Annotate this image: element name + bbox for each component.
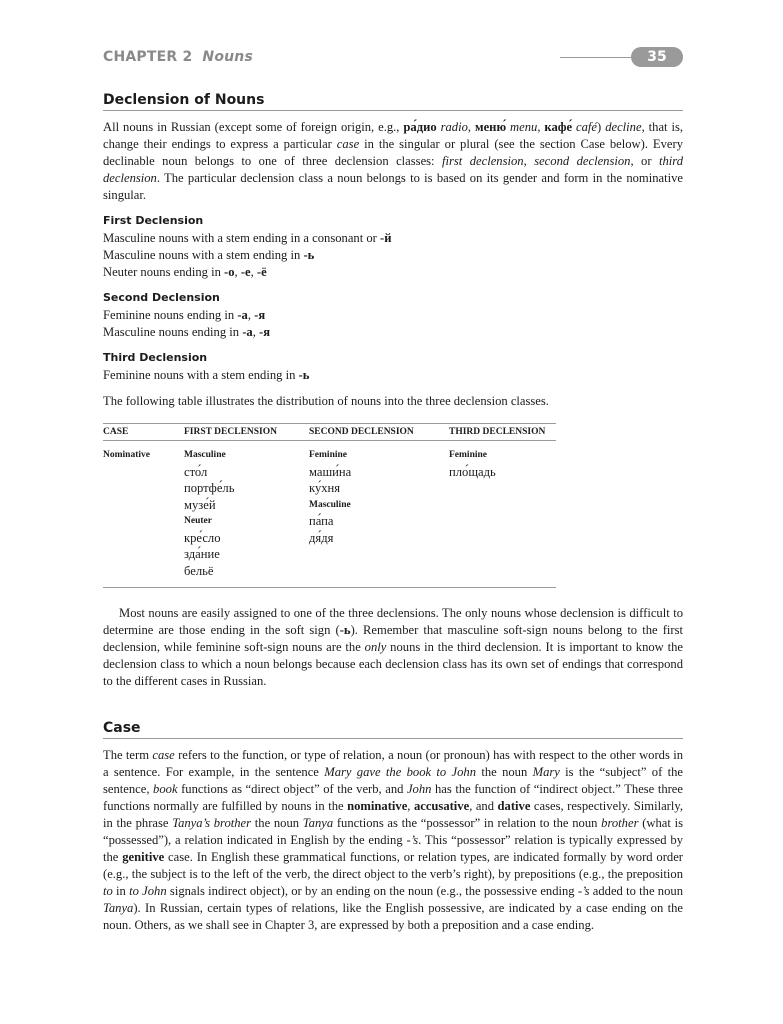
text-run: decline [605,120,642,134]
column-header-third: THIRD DECLENSION [449,424,556,441]
text-run: Masculine nouns with a stem ending in a consonant or [103,231,381,245]
noun-example: зда́ние [184,547,220,561]
text-run: dative [497,799,531,813]
text-run: Tanya’s brother [172,816,252,830]
text-run: ) [597,120,606,134]
text-run: -е [240,265,251,279]
second-declension-cell [309,441,449,588]
chapter-title: Nouns [202,49,254,65]
text-run: -о [224,265,235,279]
gender-label: Masculine [184,450,226,460]
group-line [103,230,683,247]
text-run: -ь [298,368,310,382]
text-run: ра́дио [403,120,437,134]
chapter-heading [103,49,253,65]
text-run: Feminine nouns with a stem ending in [103,368,299,382]
text-run: cases, respectively. Similarly, in the phrase [103,799,684,830]
noun-example: портфе́ль [184,481,235,495]
gender-label: Feminine [449,450,487,460]
text-run: in [112,884,130,898]
text-run: case [336,137,360,151]
group-title: First Declension [103,214,204,227]
text-run: radio [436,120,468,134]
text-run: -я [254,308,266,322]
noun-example: сто́л [184,464,208,479]
column-header-case: CASE [103,424,184,441]
text-run: is the “subject” of the sentence, [103,765,683,796]
table-intro: The following table illustrates the distribution of nouns into the three declension classes. [103,394,549,408]
text-run: nominative [347,799,408,813]
text-run: -а [237,308,248,322]
text-run: Tanya [302,816,334,830]
text-run: menu [506,120,538,134]
text-run: кафе́ [544,120,573,134]
text-run: -ё [256,265,267,279]
declension-section [103,92,683,690]
group-line [103,324,683,341]
group-line [103,307,683,324]
text-run: All nouns in Russian (except some of foreign origin, e.g., [103,120,404,134]
declension-heading: Declension of Nouns [103,92,683,111]
text-run: nouns in the third declension. It is important to know the declension class to which a noun belongs because each declension class has its own set of endings that correspond to the different cases in Russian. [103,640,683,688]
text-run: to John [129,884,167,898]
text-run: ). In Russian, certain types of relations, like the English possessive, are indicated by a case ending on the noun. Others, as we shall see in Chapter 3, are expressed by both a preposition and a case ending. [103,901,683,932]
noun-example: кре́сло [184,530,221,545]
text-run: Mary gave the book to John [324,765,477,779]
text-run: Mary [532,765,560,779]
text-run: . This “possessor” relation is typically expressed by the [103,833,683,864]
column-header-second: SECOND DECLENSION [309,424,449,441]
noun-example: дя́дя [309,530,334,545]
text-run: Most nouns are easily assigned to one of the three declensions. The only nouns whose declension is difficult to determine are those ending in the soft sign ( [103,606,683,637]
text-run: -ь [339,623,351,637]
first-declension-cell [184,441,309,588]
noun-example: пло́щадь [449,464,496,479]
group-line [103,247,683,264]
noun-example: маши́на [309,464,352,479]
group-title: Second Declension [103,291,220,304]
case-name: Nominative [103,450,150,460]
text-run: signals indirect object), or by an ending on the noun (e.g., the possessive ending [166,884,578,898]
declension-table [103,423,556,588]
chapter-label: CHAPTER 2 [103,49,193,65]
noun-example: па́па [309,514,334,528]
text-run: in the singular or plural (see the section Case below). Every declinable noun belongs to one of three declension classes: [103,137,683,168]
text-run: (what is “possessed”), a relation indicated in English by the ending [103,816,683,847]
column-header-first: FIRST DECLENSION [184,424,309,441]
declension-group-first [103,214,683,281]
text-run: book [153,782,178,796]
group-title: Third Declension [103,351,208,364]
table-row [103,441,556,588]
text-run: , [234,265,241,279]
text-run: third declension [103,154,683,185]
noun-example: музе́й [184,497,216,512]
text-run: -й [380,231,392,245]
text-run: Masculine nouns with a stem ending in [103,248,304,262]
declension-group-third [103,351,683,384]
text-run: Feminine nouns ending in [103,308,238,322]
text-run: , or [630,154,659,168]
text-run: меню́ [475,120,507,134]
group-line [103,367,683,384]
text-run: . The particular declension class a noun belongs to is based on its gender and form in the nominative singular. [103,171,683,202]
text-run: , [252,325,260,339]
text-run: only [364,640,387,654]
text-run: Neuter nouns ending in [103,265,225,279]
third-declension-cell [449,441,556,588]
text-run: café [572,120,598,134]
text-run: functions as the “possessor” in relation to the noun [333,816,602,830]
case-cell [103,441,184,588]
declension-group-second [103,291,683,341]
text-run: the noun [476,765,533,779]
case-paragraph [103,747,683,934]
text-run: refers to the function, or type of relation, a noun (or pronoun) has with respect to the other words in a sentence. For example, in the sentence [103,748,683,779]
text-run: genitive [122,850,165,864]
text-run: has the function of “indirect object.” These three functions normally are fulfilled by nouns in the [103,782,683,813]
text-run: -’s [577,884,590,898]
text-run: , [537,120,545,134]
text-run: brother [601,816,639,830]
text-run: John [406,782,432,796]
text-run: Tanya [103,901,134,915]
text-run: -’s [406,833,419,847]
soft-sign-paragraph [103,605,683,690]
text-run: ). Remember that masculine soft-sign nouns belong to the first declension, while feminine soft-sign nouns are the [103,623,683,654]
group-line [103,264,683,281]
text-run: to [103,884,113,898]
declension-intro-paragraph [103,119,683,204]
header-rule [560,57,640,58]
text-run: -ь [303,248,315,262]
text-run: , [247,308,255,322]
text-run: Masculine nouns ending in [103,325,243,339]
text-run: , [250,265,257,279]
gender-label: Neuter [184,516,212,526]
text-run: , [467,120,476,134]
page-number: 35 [631,47,683,67]
text-run: second declension [534,154,631,168]
gender-label: Masculine [309,499,351,510]
gender-label: Feminine [309,450,347,460]
text-run: first declension [442,154,524,168]
text-run: , that is, change their endings to express a particular [103,120,684,151]
text-run: functions as “direct object” of the verb, and [177,782,407,796]
text-run: case. In English these grammatical functions, or relation types, are indicated formally by word order (e.g., the subject is to the left of the verb, the direct object to the verb’s right), by prepositions (e.g., the preposition [103,850,683,881]
running-header [103,47,683,69]
case-section [103,720,683,934]
text-run: added to the noun [589,884,683,898]
noun-example: бельё [184,563,214,578]
case-heading: Case [103,720,683,739]
text-run: , [407,799,414,813]
text-run: , [523,154,535,168]
noun-example: ку́хня [309,481,341,495]
text-run: case [152,748,175,762]
text-run: accusative [413,799,470,813]
table-header-row [103,424,556,441]
text-run: the noun [251,816,303,830]
text-run: The term [103,748,153,762]
text-run: -а [242,325,253,339]
text-run: -я [259,325,271,339]
text-run: , and [469,799,498,813]
